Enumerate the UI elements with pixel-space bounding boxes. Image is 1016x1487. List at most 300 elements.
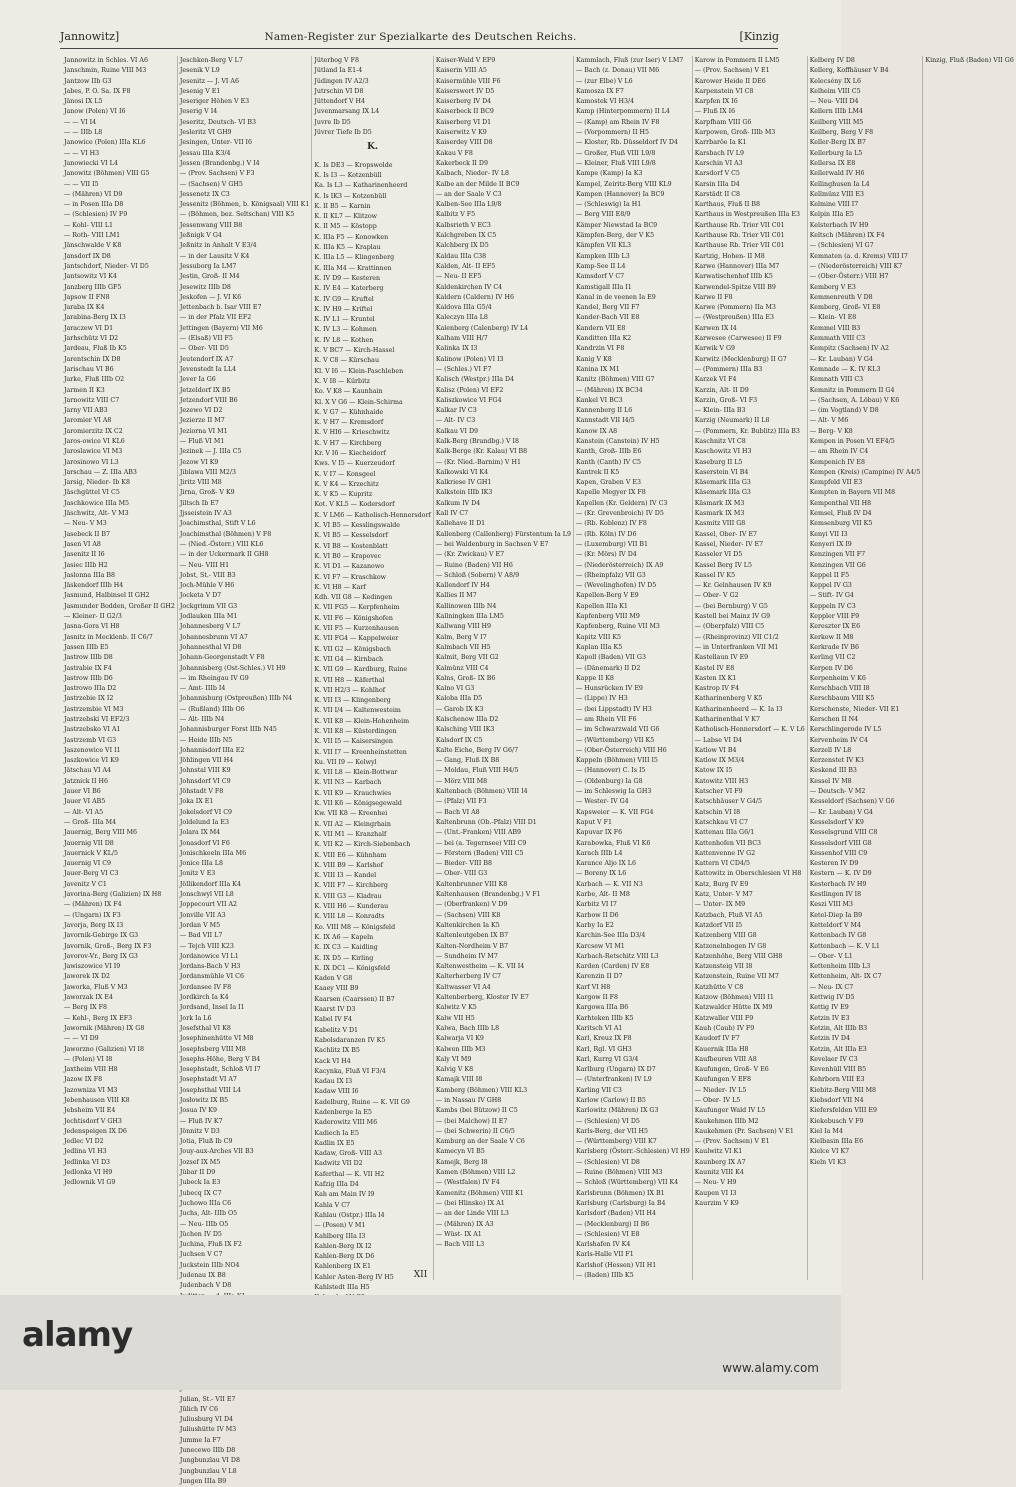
index-entry: Kevelaer IV C3: [809, 1055, 858, 1063]
index-entry: — Deutsch- V M2: [809, 788, 866, 796]
index-entry: Kanitz (Böhmen) VIII G7: [575, 376, 655, 384]
index-entry: — an der Linde VIII L3: [435, 1210, 509, 1218]
index-entry: Jastrzebie IX I2: [64, 695, 114, 703]
index-entry: Jedlownik VI G9: [64, 1179, 116, 1187]
index-entry: — Kleiner, Fluß VIII L9/8: [575, 159, 656, 167]
index-entry: K. VII L8 — Klein-Bottwar: [314, 769, 398, 777]
index-entry: — Alt- IV C3: [435, 417, 476, 425]
index-entry: Kemmath VIII C3: [809, 335, 866, 343]
index-entry: Kalvig V K8: [435, 1066, 474, 1074]
index-entry: Jasnitz in Mecklenb. II C6/7: [64, 633, 153, 641]
index-entry: Jungbunzlau VI D8: [179, 1457, 240, 1465]
index-column-5: [574, 56, 693, 1280]
index-entry: — Sundheim IV M7: [435, 952, 498, 960]
index-entry: Jesleritz VI GH9: [179, 129, 232, 137]
index-entry: Jeßnigk V G4: [179, 232, 222, 240]
index-entry: K. VII G9 — Kardburg, Ruine: [314, 666, 408, 674]
index-entry: Kartzig, Hohen- II M8: [694, 252, 765, 260]
index-entry: — (Mähren) IX BC34: [575, 386, 643, 394]
index-entry: — Förstern (Baden) VIII C5: [435, 849, 524, 857]
index-entry: Jantschdorf, Nieder- VI D5: [64, 262, 149, 270]
index-entry: Karls-Halle VII F1: [575, 1251, 634, 1259]
index-entry: Kanth, Groß- IIIb E6: [575, 448, 642, 456]
index-entry: Kanig V K8: [575, 355, 612, 363]
index-entry: Karl, Rgl. VI GH3: [575, 1045, 632, 1053]
index-entry: Kasmitz VIII G8: [694, 520, 746, 528]
index-entry: Kasten IX K1: [694, 674, 737, 682]
index-entry: Kalterherberg IV C7: [435, 973, 502, 981]
index-entry: K. VII F6 — Königshofen: [314, 614, 393, 622]
index-entry: Johnstal VIII K9: [179, 767, 231, 775]
index-entry: — (Böhmen, bez. Seltschan) VIII K5: [179, 211, 295, 219]
index-entry: Katz, Burg IV E9: [694, 880, 749, 888]
index-entry: Kelheim VIII C5: [809, 87, 861, 95]
index-entry: Kappe II K8: [575, 674, 614, 682]
index-entry: Kesselsdorf V K9: [809, 818, 864, 826]
index-entry: Joka IX E1: [179, 798, 214, 806]
index-entry: Katlow IX M3/4: [694, 757, 745, 765]
index-entry: K. VII FG4 — Kappelweier: [314, 635, 399, 643]
index-entry: — (Kr. Mörs) IV D4: [575, 551, 637, 559]
index-column-3: [312, 56, 433, 1292]
index-entry: Kalkowski VI K4: [435, 468, 489, 476]
index-entry: Jordansmühle VI C6: [179, 973, 244, 981]
index-entry: Karance Aljo IX L6: [575, 860, 636, 868]
index-entry: Kamostek VI H3/4: [575, 98, 635, 106]
index-column-2: [178, 56, 312, 1485]
index-entry: Karl, Kurrg VI G3/4: [575, 1055, 639, 1063]
index-entry: K. IV L3 — Kohmen: [314, 326, 377, 334]
index-entry: Katz, Unter- V M7: [694, 891, 753, 899]
index-entry: K. VII FG5 — Kerpfenheim: [314, 604, 400, 612]
index-entry: Kapuvar IX F6: [575, 829, 623, 837]
index-entry: — (Oberfranken) V D9: [435, 901, 508, 909]
index-entry: Jassen IIIb E5: [64, 643, 109, 651]
index-entry: K. VIII F7 — Kirchberg: [314, 882, 388, 890]
index-entry: Kalkar IV C3: [435, 407, 477, 415]
index-entry: Kelsterbach IV H9: [809, 221, 869, 229]
index-entry: Joldelund Ia E3: [179, 818, 229, 826]
index-entry: Karthause Rb. Trier VII C01: [694, 242, 785, 250]
index-entry: Jessau IIIa K3/4: [179, 149, 231, 157]
index-entry: — Boreny IX L6: [575, 870, 627, 878]
index-entry: Kerschenste, Nieder- VII E1: [809, 705, 900, 713]
index-entry: Kesseldorf (Sachsen) V G6: [809, 798, 895, 806]
section-letter: K.: [367, 142, 379, 153]
index-entry: Ko. V K8 — Kaunhain: [314, 388, 383, 396]
index-entry: Jesenitz — J. VI A6: [179, 77, 239, 85]
index-entry: Karschin VI A3: [694, 159, 743, 167]
index-entry: Kettenbach IV G8: [809, 932, 867, 940]
index-entry: — im Rheingau IV G9: [179, 674, 249, 682]
index-entry: Kesterbach IV H9: [809, 880, 867, 888]
index-entry: Kempenthal VII H8: [809, 499, 872, 507]
index-entry: — Unter- IX M9: [694, 901, 746, 909]
index-entry: Jönnitz V D3: [179, 1127, 220, 1135]
index-entry: — Kehl-, Berg IX EF3: [64, 1014, 133, 1022]
index-entry: — Ober- VIII G3: [435, 870, 488, 878]
index-entry: Kabel IV F4: [314, 1016, 353, 1024]
index-entry: Kapellen IIIa K1: [575, 602, 628, 610]
index-entry: Kempfeld VII E3: [809, 479, 863, 487]
index-entry: Karsdorf V C5: [694, 170, 740, 178]
index-entry: — Wester- IV G4: [575, 798, 629, 806]
index-entry: Josephsberg VIII M8: [179, 1045, 246, 1053]
index-entry: Jäschwitz, Alt- V M3: [64, 510, 129, 518]
index-entry: Josephsthal VIII L4: [179, 1086, 242, 1094]
index-entry: — Groß- IIIa M4: [64, 818, 117, 826]
index-entry: Kalw VII H5: [435, 1014, 475, 1022]
index-entry: Kerpen IV D6: [809, 664, 853, 672]
index-entry: — (Oldenburg) Ia G8: [575, 777, 643, 785]
index-entry: Kielbasin IIIa E6: [809, 1138, 864, 1146]
index-entry: Karpowen, Groß- IIIb M3: [694, 129, 776, 137]
index-entry: Jaszkowice VI K9: [64, 757, 119, 765]
index-entry: Jumme Ia F7: [179, 1436, 221, 1444]
index-entry: Karlsburg (Carlsburg) Ia B4: [575, 1199, 666, 1207]
index-entry: Jechtisdorf V GH3: [64, 1117, 122, 1125]
index-entry: Johnsdorf VI C9: [179, 777, 231, 785]
index-entry: Jordan V M5: [179, 921, 221, 929]
index-entry: Katscher VI F9: [694, 788, 743, 796]
index-entry: — in der Pfalz VII EF2: [179, 314, 252, 322]
index-entry: Kampen (Hannover) Ia BC9: [575, 190, 665, 198]
index-entry: Jarny VII AB3: [64, 407, 108, 415]
index-entry: Johannesbrunn VI A7: [179, 633, 248, 641]
index-entry: Johannisdorf IIIa E2: [179, 746, 245, 754]
index-entry: Jubecq IX C7: [179, 1189, 222, 1197]
index-entry: K. IIIa M4 — Krattinnen: [314, 264, 392, 272]
index-entry: Kelberg IV D8: [809, 57, 855, 64]
index-entry: Jawiszowice VI I9: [64, 963, 121, 971]
index-entry: Kaserstein VI B4: [694, 468, 749, 476]
index-entry: Jasiec IIIb H2: [64, 561, 108, 569]
index-entry: Jork Ia L6: [179, 1014, 212, 1022]
index-entry: Keskend III B3: [809, 767, 857, 775]
index-entry: Kalkau VI D9: [435, 427, 479, 435]
index-entry: Katzwaller VIII F9: [694, 1014, 754, 1022]
index-entry: Kaiserberg IV D4: [435, 98, 492, 106]
index-entry: Jordanowice VI L1: [179, 952, 239, 960]
index-entry: — (Vorpommern) II H5: [575, 129, 649, 137]
index-entry: Janow (Polen) VI I6: [64, 108, 126, 116]
index-entry: Javornik, Groß-, Berg IX F3: [64, 942, 152, 950]
index-entry: — (Schlesien) VI D5: [575, 1117, 640, 1125]
index-entry: — Alt- VI A5: [64, 808, 104, 816]
index-entry: Kellinghusen Ia L4: [809, 180, 870, 188]
index-entry: Jestin, Groß- II M4: [179, 273, 240, 281]
index-entry: Kattenau IIIa G6/1: [694, 829, 755, 837]
index-entry: Kaldau IIIa C38: [435, 252, 487, 260]
index-entry: K. VII K8 — Küsterdingen: [314, 728, 397, 735]
index-entry: K. VII G2 — Königsbach: [314, 645, 391, 653]
index-entry: — bei Waldenburg in Sachsen V E7: [435, 540, 549, 548]
header-rule: [60, 48, 778, 49]
index-entry: Kaltenbrunner VIII K8: [435, 880, 508, 888]
index-entry: Katzenelnbogen IV G8: [694, 942, 767, 950]
index-entry: — (Unterfranken) IV L9: [575, 1076, 652, 1084]
index-entry: Josefsthal VI K8: [179, 1024, 231, 1032]
index-entry: Kalmünz VIII C4: [435, 664, 489, 672]
index-entry: Kandern VII E8: [575, 324, 626, 332]
index-entry: K. VI B8 — Kostenblatt: [314, 542, 388, 550]
index-entry: — (Ober-Österr.) VIII H7: [809, 273, 889, 281]
index-entry: Kempten in Bayern VII M8: [809, 489, 896, 497]
index-entry: Jesenig V E1: [179, 87, 221, 95]
index-entry: Juchina, Fluß IX F2: [179, 1241, 242, 1249]
index-entry: Keppeln IV C3: [809, 602, 856, 610]
index-entry: Kamecyn VI B5: [435, 1148, 485, 1156]
index-entry: K. VII I5 — Kaisersingen: [314, 738, 393, 746]
index-entry: — Neu- IX C7: [809, 983, 854, 991]
index-entry: Joachimsthal (Böhmen) V F8: [179, 530, 272, 538]
index-entry: K. VI D1 — Kazanowo: [314, 563, 385, 571]
index-entry: Kiebitz-Berg VIII M8: [809, 1086, 877, 1094]
index-entry: Kannenberg II L6: [575, 407, 633, 415]
index-entry: Kaderowitz VIII M6: [314, 1119, 378, 1127]
index-entry: K. Is I3 — Kotzenbüll: [314, 171, 382, 179]
index-entry: Keller-Berg IX B7: [809, 139, 866, 147]
index-entry: Jevenstedt Ia LL4: [179, 365, 237, 373]
index-entry: Jastrowo IIIa D2: [64, 685, 117, 693]
index-entry: K. IX C3 — Kaidling: [314, 944, 378, 952]
index-entry: Jasna-Gora VI H8: [64, 623, 120, 631]
index-entry: — (Pommern) IIIa B3: [694, 365, 763, 373]
index-entry: Jokelsdorf VI C9: [179, 808, 233, 816]
index-entry: Javornik-Gebirge IX G3: [64, 932, 139, 940]
index-entry: — Bad VII L7: [179, 932, 223, 940]
index-entry: Kaarsen (Caarssen) II B7: [314, 995, 395, 1003]
index-entry: — am Rhein VII F6: [575, 716, 637, 723]
index-entry: Jozsef IX M5: [179, 1158, 221, 1166]
index-entry: Käsemark IIIa G3: [694, 479, 751, 487]
index-entry: Karwen IX I4: [694, 324, 737, 332]
index-entry: Jettingen (Bayern) VII M6: [179, 324, 263, 332]
index-entry: Kaufungen V EF8: [694, 1076, 751, 1084]
index-entry: Kl. V I6 — Klein-Paschleben: [314, 367, 404, 375]
index-entry: Jonschwyl VII L8: [179, 891, 234, 899]
index-entry: Juvre Ib D5: [314, 118, 351, 126]
index-entry: — — VII I5: [64, 180, 99, 188]
index-entry: Jütland Ia E1-4: [314, 67, 363, 75]
index-entry: Jaslonna IIIa B8: [64, 571, 116, 579]
index-entry: K. VII K2 — Kirch-Siebenbach: [314, 841, 411, 849]
index-entry: Kahler Asten-Berg IV H5: [314, 1273, 394, 1281]
index-entry: Juliushütte IV M3: [179, 1426, 237, 1434]
index-entry: K. IV D9 — Kesteren: [314, 274, 380, 282]
index-entry: — (im Vogtland) V D8: [809, 407, 879, 415]
index-entry: — (Mähren) VI D9: [64, 190, 123, 198]
index-entry: Jaros-owice VI KL6: [64, 437, 125, 445]
index-entry: Katzenhöhe, Berg VIII GH8: [694, 952, 783, 960]
index-entry: Karlshof (Hessen) VII H1: [575, 1261, 657, 1269]
index-entry: Karbach — K. VII N3: [575, 880, 643, 888]
index-entry: Kanina IX M1: [575, 365, 620, 373]
index-entry: — Kloster, Rb. Düsseldorf IV D4: [575, 139, 678, 147]
index-entry: Karlsdorf (Baden) VII H4: [575, 1210, 656, 1218]
index-entry: — (Württemberg) VIII K7: [575, 1138, 657, 1146]
index-entry: Kempenich IV E8: [809, 458, 866, 466]
index-entry: Kerschen II N4: [809, 716, 859, 723]
index-entry: K. IV G9 — Kruftel: [314, 295, 374, 303]
index-entry: Kemmel VIII B3: [809, 324, 861, 332]
index-entry: Kauernik IIIa H8: [694, 1045, 749, 1053]
index-entry: — Alt- IIIb N4: [179, 716, 225, 723]
index-entry: Kaulwitz VI K1: [694, 1148, 743, 1156]
index-entry: — (Kamp) am Rhein IV F8: [575, 118, 660, 126]
index-entry: Kaloba IIIa D5: [435, 695, 483, 703]
index-entry: Kassel, Ober- IV E7: [694, 530, 758, 538]
index-entry: Kalsdorf IX C5: [435, 736, 483, 744]
index-entry: K. VIII L8 — Konradts: [314, 913, 385, 921]
index-entry: Kenzingen VII G6: [809, 561, 866, 569]
index-entry: Kaplan IIIa K5: [575, 643, 623, 651]
index-entry: Jauer VI AB5: [64, 798, 106, 806]
index-entry: Karitsch VI A1: [575, 1024, 623, 1032]
index-entry: Kalmit, Berg VII G2: [435, 654, 499, 662]
index-entry: Jauernig VII D8: [64, 839, 114, 847]
index-entry: Johannesberg V L7: [179, 623, 241, 631]
index-entry: — Klein- IIIa B3: [694, 407, 746, 415]
index-entry: K. VI F7 — Kraschkow: [314, 573, 387, 581]
index-entry: — — VI I4: [64, 118, 97, 126]
index-entry: Ka. Is L3 — Katharinenheerd: [314, 182, 408, 190]
index-entry: K. VII K6 — Königsegewald: [314, 800, 402, 808]
index-entry: Kalchgreben IX C5: [435, 232, 497, 240]
index-entry: Kemmenreuth V D8: [809, 293, 873, 301]
index-entry: — (Baden) IIIb K5: [575, 1272, 634, 1280]
index-entry: Ketteldorf V M4: [809, 921, 861, 929]
index-entry: Karbach-Retschitz VIII L3: [575, 952, 659, 960]
running-head-left: Jannowitz]: [60, 30, 120, 43]
index-entry: K. V H7 — Kremsdorf: [314, 419, 384, 427]
index-entry: Kamp (Hinterpommern) II L4: [575, 108, 670, 116]
index-entry: Jjsseistein IV A3: [179, 510, 232, 518]
index-entry: Kanditten IIIa K2: [575, 335, 632, 343]
index-entry: Kalisch (Westpr.) IIIa D4: [435, 376, 515, 384]
index-entry: Kempen (Kreis) (Campine) IV A4/5: [809, 468, 921, 476]
index-entry: Karrbaröe Ia K1: [694, 139, 747, 147]
index-entry: Karwik V G9: [694, 345, 735, 353]
index-entry: Karthaus, Fluß II B8: [694, 201, 761, 209]
index-entry: Ketzin IV D4: [809, 1035, 850, 1043]
index-entry: Ketzin, Alt IIIb B3: [809, 1024, 868, 1032]
index-entry: Kellerwald IV H6: [809, 170, 865, 178]
index-entry: Jaxtheim VIII H8: [64, 1066, 118, 1074]
index-entry: K. VIII E6 — Kühnham: [314, 851, 387, 859]
index-entry: Kastellaun IV E9: [694, 654, 749, 662]
index-entry: Kadelburg, Ruine — K. VII G9: [314, 1098, 410, 1106]
index-entry: Jantsowitz VI K4: [64, 273, 117, 281]
index-entry: Jessenwang VIII B8: [179, 221, 243, 229]
index-entry: Kerschbach VIII I8: [809, 685, 870, 693]
index-entry: K. V K5 — Kupritz: [314, 491, 373, 499]
index-entry: Kelecsény IX L6: [809, 77, 861, 85]
index-entry: Janowitz (Böhmen) VIII G5: [64, 170, 150, 178]
index-entry: Kallehave II D1: [435, 520, 486, 528]
index-entry: — Amt- IIIb I4: [179, 685, 226, 693]
index-entry: Kasmark IX M3: [694, 510, 745, 518]
index-entry: Josua IV K9: [179, 1107, 218, 1115]
index-entry: Kesselsdorf VIII G8: [809, 839, 872, 847]
index-entry: Kalk-Berg (Brandbg.) V I8: [435, 437, 520, 445]
index-entry: Jöllikendorf IIIa K4: [179, 880, 241, 888]
index-entry: Käsmark IX M3: [694, 499, 745, 507]
index-entry: — Kr. Gelnhausen IV K9: [694, 582, 772, 590]
index-entry: Kalwitz V K5: [435, 1004, 477, 1012]
index-entry: Kalsching VIII IK3: [435, 726, 495, 734]
index-entry: Karsin IIIa D4: [694, 180, 740, 188]
index-entry: Keilberg, Berg V F8: [809, 129, 874, 137]
index-entry: Kaleczyn IIIa L8: [435, 314, 488, 322]
index-entry: Johann-Georgenstadt V F8: [179, 654, 265, 662]
index-entry: Jungen IIIa B9: [179, 1477, 227, 1485]
index-entry: Judenau IX B8: [179, 1272, 226, 1280]
index-entry: Kaukehmen (Pr. Sachsen) V E1: [694, 1127, 794, 1135]
index-entry: — (Luxemburg) VII B1: [575, 540, 648, 548]
index-entry: Judenbach V D8: [179, 1282, 232, 1290]
index-entry: Karthause Rb. Trier VII C01: [694, 232, 785, 240]
index-entry: Jessuborg Ia LM7: [179, 262, 237, 270]
index-entry: Kannstadt VII I4/5: [575, 417, 635, 425]
index-entry: Kampe (Kamp) Ia K3: [575, 170, 643, 178]
index-entry: Kahla V C7: [314, 1201, 351, 1209]
index-entry: Kettenbach — K. V L1: [809, 942, 880, 950]
index-entry: Kaden V G8: [314, 975, 353, 983]
index-entry: Kalns, Groß- IX B6: [435, 674, 496, 682]
index-entry: Kalham VIII H/7: [435, 335, 488, 343]
index-entry: Kaltenwestheim — K. VII I4: [435, 963, 525, 971]
index-entry: — Alt- V M6: [809, 417, 849, 425]
index-entry: K. VII N3 — Karbach: [314, 779, 382, 787]
index-entry: Karabowka, Fluß VI K6: [575, 839, 651, 847]
index-entry: Karzin, Alt- II D9: [694, 386, 749, 394]
index-entry: Kahlen-Berg IX D6: [314, 1253, 375, 1261]
index-entry: Karenzin II D7: [575, 973, 623, 981]
index-entry: — (Westpreußen) IIIa E3: [694, 314, 774, 322]
index-entry: K. VII I/4 — Kaltenwesteim: [314, 707, 401, 715]
index-entry: Kargow II F8: [575, 994, 619, 1002]
index-entry: Kamenitz (Böhmen) VIII K1: [435, 1189, 524, 1197]
index-entry: Jarnowitz VIII C7: [64, 396, 120, 404]
index-entry: Kaltenbrunn (Ob.-Pfalz) VIII D1: [435, 818, 537, 826]
index-entry: — in Unterfranken VII M1: [694, 643, 779, 651]
index-entry: Kapfenberg VIII M9: [575, 613, 640, 621]
index-entry: Jeutendorf IX A7: [179, 355, 234, 363]
index-entry: Katzbach, Fluß VI A5: [694, 911, 763, 919]
index-entry: — Neu- V M3: [64, 520, 107, 528]
index-column-4: [434, 56, 574, 1280]
index-entry: Jauernig VI C9: [64, 860, 112, 868]
index-entry: Kauh (Caub) IV F9: [694, 1024, 755, 1032]
index-entry: Kenzingen VII F7: [809, 551, 866, 559]
index-entry: Jessen (Brandenbg.) V I4: [179, 159, 260, 167]
index-entry: Kl. X V G6 — Klein-Schirma: [314, 398, 403, 406]
index-entry: — (Schleswig) Ia H1: [575, 201, 642, 209]
index-entry: Jülich IV C6: [179, 1405, 218, 1413]
index-entry: Katzdorf VII I5: [694, 921, 743, 929]
index-entry: Katschkau VI C7: [694, 818, 748, 826]
index-entry: Jezinek — J. IIIa C5: [179, 448, 242, 456]
index-entry: Kapen, Graben V E3: [575, 479, 642, 487]
index-entry: — (Niederösterreich) VIII K7: [809, 262, 903, 270]
index-entry: Ketzin, Alt IIIa E3: [809, 1045, 867, 1053]
index-entry: Kelpin IIIa E5: [809, 211, 854, 219]
index-entry: Kellerburg Ia L5: [809, 149, 863, 157]
index-entry: Josephstadt, Schloß VI I7: [179, 1066, 261, 1074]
index-entry: Jirna, Groß- V K9: [179, 489, 235, 497]
index-entry: K. VII K8 — Klein-Hohenheim: [314, 717, 410, 725]
